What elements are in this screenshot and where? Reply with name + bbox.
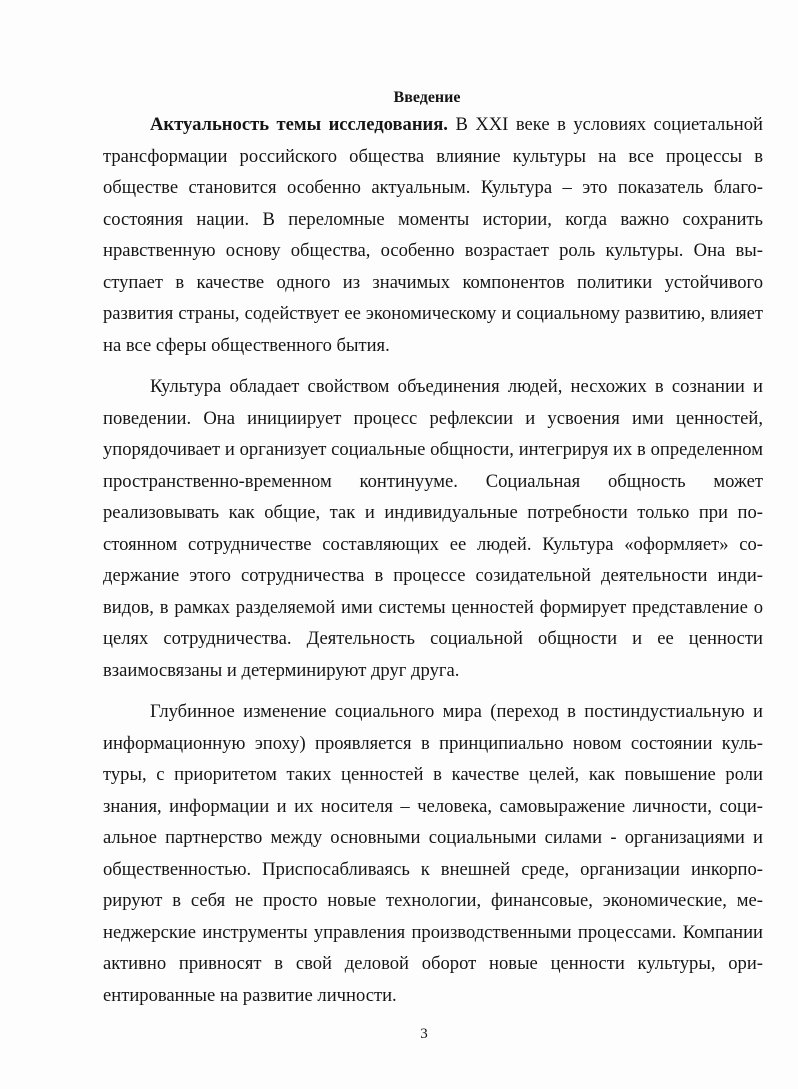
- page-number: 3: [420, 1026, 428, 1042]
- paragraph-1: [103, 109, 763, 361]
- paragraph-3: Глубинное изменение социального мира (переход в постиндустиальную и информационную эпоху) проявляется в принципиально новом состоянии культуры, с приоритетом таких ценностей в качестве целей, как повышение роли знания, информации и их носителя – человека, самовыражение личности, социальное партнерство между основными социальными силами - организациями и общественностью. Приспосабливаясь к внешней среде, организации инкорпорируют в себя не просто новые технологии, финансовые, экономические, менеджерские инструменты управления производственными процессами. Компании активно привносят в свой деловой оборот новые ценности культуры, ориентированные на развитие личности.: [103, 701, 763, 1006]
- body-text: [103, 109, 763, 1011]
- paragraph-1-text: В XXI веке в условиях социетальной трансформации российского общества влияние культуры на все процессы в обществе становится особенно актуальным. Культура – это показатель благосостояния нации. В переломные моменты истории, когда важно сохранить нравственную основу общества, особенно возрастает роль культуры. Она выступает в качестве одного из значимых компонентов политики устойчивого развития страны, содействует ее экономическому и социальному развитию, влияет на все сферы общественного бытия.: [103, 114, 763, 356]
- paragraph-2: Культура обладает свойством объединения людей, несхожих в сознании и поведении. Она инициирует процесс рефлексии и усвоения ими ценностей, упорядочивает и организует социальные общности, интегрируя их в определенном пространственно-временном континууме. Социальная общность может реализовывать как общие, так и индивидуальные потребности только при постоянном сотрудничестве составляющих ее людей. Культура «оформляет» содержание этого сотрудничества в процессе созидательной деятельности индивидов, в рамках разделяемой ими системы ценностей формирует представление о целях сотрудничества. Деятельность социальной общности и ее ценности взаимосвязаны и детерминируют друг друга.: [103, 376, 763, 681]
- page-title: Введение: [393, 89, 461, 106]
- paragraph-1-lead: Актуальность темы исследования.: [150, 114, 448, 135]
